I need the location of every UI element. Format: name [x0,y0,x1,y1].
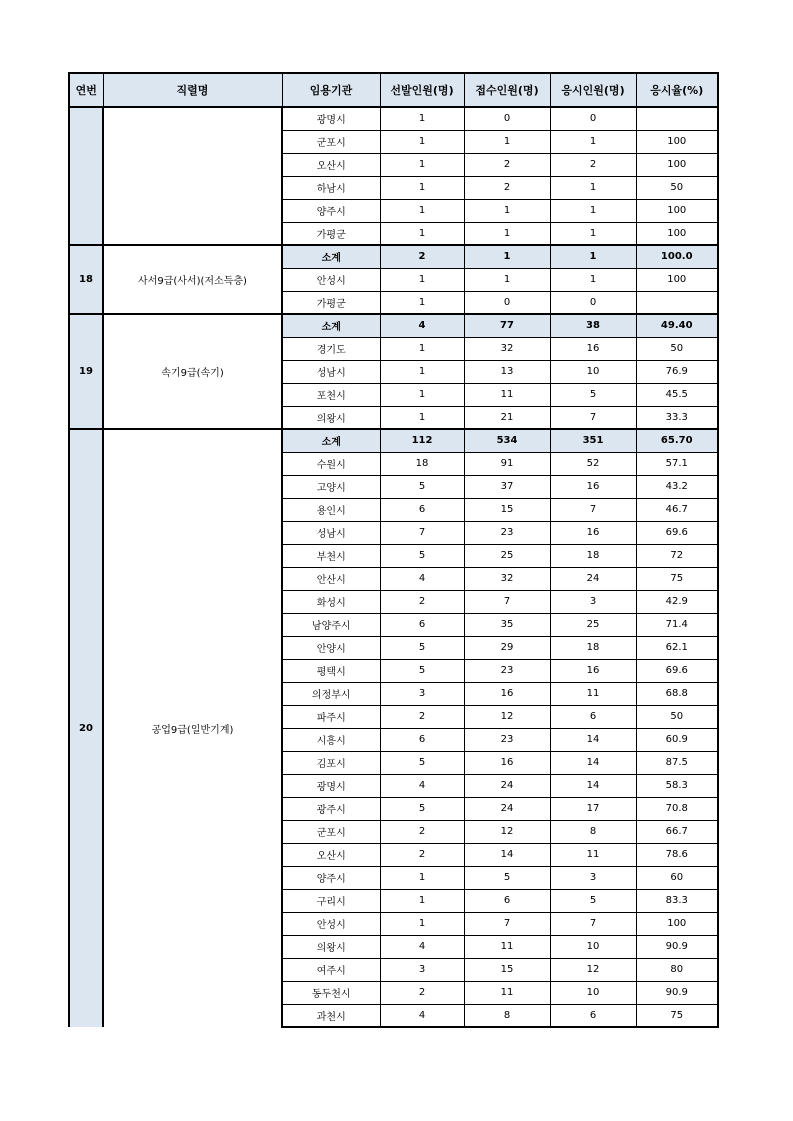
selected-count-cell: 2 [380,705,464,728]
selected-count-cell: 2 [380,820,464,843]
examinee-count-cell: 7 [550,912,636,935]
selected-count-cell: 1 [380,268,464,291]
examinee-count-cell: 52 [550,452,636,475]
examinee-count-cell: 24 [550,567,636,590]
selected-count-cell: 1 [380,199,464,222]
agency-cell: 양주시 [282,199,380,222]
selected-count-cell: 2 [380,981,464,1004]
selected-count-cell: 2 [380,590,464,613]
examinee-count-cell: 3 [550,590,636,613]
agency-cell: 김포시 [282,751,380,774]
exam-rate-cell: 78.6 [636,843,718,866]
job-title-cell: 공업9급(일반기계) [103,429,282,1027]
exam-rate-cell: 60.9 [636,728,718,751]
exam-rate-cell: 100 [636,153,718,176]
applicant-count-cell: 1 [464,130,550,153]
examinee-count-cell: 25 [550,613,636,636]
agency-cell: 군포시 [282,130,380,153]
selected-count-cell: 4 [380,567,464,590]
exam-rate-cell [636,107,718,130]
selected-count-cell: 7 [380,521,464,544]
agency-cell: 경기도 [282,337,380,360]
agency-cell: 화성시 [282,590,380,613]
agency-cell: 광명시 [282,107,380,130]
examinee-count-cell: 6 [550,1004,636,1027]
examinee-count-cell: 16 [550,337,636,360]
examinee-count-cell: 0 [550,291,636,314]
applicant-count-cell: 534 [464,429,550,452]
selected-count-cell: 5 [380,751,464,774]
exam-rate-cell: 50 [636,176,718,199]
applicant-count-cell: 11 [464,981,550,1004]
examinee-count-cell: 6 [550,705,636,728]
subtotal-row [69,314,718,337]
applicant-count-cell: 16 [464,682,550,705]
selected-count-cell: 6 [380,613,464,636]
exam-rate-cell: 49.40 [636,314,718,337]
applicant-count-cell: 2 [464,153,550,176]
applicant-count-cell: 8 [464,1004,550,1027]
applicant-count-cell: 0 [464,291,550,314]
agency-cell: 부천시 [282,544,380,567]
agency-cell: 하남시 [282,176,380,199]
exam-rate-cell: 70.8 [636,797,718,820]
exam-rate-cell: 46.7 [636,498,718,521]
applicant-count-cell: 1 [464,222,550,245]
header-row [69,73,718,107]
examinee-count-cell: 14 [550,728,636,751]
examinee-count-cell: 7 [550,498,636,521]
examinee-count-cell: 5 [550,889,636,912]
examinee-count-cell: 10 [550,360,636,383]
header-exam-rate: 응시율(%) [636,73,718,107]
examinee-count-cell: 1 [550,222,636,245]
selected-count-cell: 2 [380,245,464,268]
agency-cell: 오산시 [282,153,380,176]
exam-rate-cell: 90.9 [636,981,718,1004]
serial-no-cell: 20 [69,429,103,1027]
agency-cell: 용인시 [282,498,380,521]
examinee-count-cell: 17 [550,797,636,820]
exam-rate-cell: 57.1 [636,452,718,475]
selected-count-cell: 5 [380,636,464,659]
selected-count-cell: 4 [380,1004,464,1027]
agency-cell: 가평군 [282,291,380,314]
applicant-count-cell: 37 [464,475,550,498]
subtotal-row [69,245,718,268]
agency-cell: 소계 [282,314,380,337]
selected-count-cell: 112 [380,429,464,452]
examinee-count-cell: 5 [550,383,636,406]
examinee-count-cell: 14 [550,751,636,774]
examinee-count-cell: 10 [550,935,636,958]
selected-count-cell: 6 [380,498,464,521]
applicant-count-cell: 15 [464,498,550,521]
selected-count-cell: 18 [380,452,464,475]
applicant-count-cell: 14 [464,843,550,866]
selected-count-cell: 1 [380,912,464,935]
exam-rate-cell: 69.6 [636,521,718,544]
applicant-count-cell: 35 [464,613,550,636]
agency-cell: 포천시 [282,383,380,406]
applicant-count-cell: 6 [464,889,550,912]
applicant-count-cell: 5 [464,866,550,889]
selected-count-cell: 1 [380,222,464,245]
agency-cell: 과천시 [282,1004,380,1027]
applicant-count-cell: 23 [464,659,550,682]
agency-cell: 구리시 [282,889,380,912]
exam-rate-cell [636,291,718,314]
selected-count-cell: 3 [380,682,464,705]
examinee-count-cell: 18 [550,636,636,659]
selected-count-cell: 1 [380,337,464,360]
examinee-count-cell: 10 [550,981,636,1004]
applicant-count-cell: 1 [464,245,550,268]
examinee-count-cell: 14 [550,774,636,797]
selected-count-cell: 5 [380,797,464,820]
exam-rate-cell: 80 [636,958,718,981]
applicant-count-cell: 1 [464,199,550,222]
subtotal-row [69,429,718,452]
selected-count-cell: 5 [380,659,464,682]
applicant-count-cell: 15 [464,958,550,981]
applicant-count-cell: 24 [464,797,550,820]
agency-cell: 남양주시 [282,613,380,636]
examinee-count-cell: 16 [550,659,636,682]
exam-rate-cell: 69.6 [636,659,718,682]
exam-rate-cell: 90.9 [636,935,718,958]
examinee-count-cell: 3 [550,866,636,889]
agency-cell: 시흥시 [282,728,380,751]
examinee-count-cell: 8 [550,820,636,843]
applicant-count-cell: 12 [464,705,550,728]
job-title-cell [103,107,282,245]
selected-count-cell: 1 [380,866,464,889]
header-selected-count: 선발인원(명) [380,73,464,107]
exam-rate-cell: 100 [636,912,718,935]
applicant-count-cell: 13 [464,360,550,383]
exam-rate-cell: 58.3 [636,774,718,797]
agency-cell: 의왕시 [282,406,380,429]
exam-rate-cell: 50 [636,705,718,728]
exam-rate-cell: 50 [636,337,718,360]
job-title-cell: 속기9급(속기) [103,314,282,429]
exam-rate-cell: 71.4 [636,613,718,636]
applicant-count-cell: 7 [464,912,550,935]
applicant-count-cell: 0 [464,107,550,130]
applicant-count-cell: 16 [464,751,550,774]
applicant-count-cell: 29 [464,636,550,659]
exam-rate-cell: 65.70 [636,429,718,452]
selected-count-cell: 1 [380,383,464,406]
header-agency: 임용기관 [282,73,380,107]
applicant-count-cell: 23 [464,728,550,751]
exam-rate-cell: 100 [636,222,718,245]
exam-rate-cell: 33.3 [636,406,718,429]
exam-rate-cell: 66.7 [636,820,718,843]
exam-rate-cell: 43.2 [636,475,718,498]
examinee-count-cell: 12 [550,958,636,981]
selected-count-cell: 5 [380,475,464,498]
selected-count-cell: 6 [380,728,464,751]
applicant-count-cell: 77 [464,314,550,337]
agency-cell: 안양시 [282,636,380,659]
examinee-count-cell: 1 [550,245,636,268]
agency-cell: 안산시 [282,567,380,590]
agency-cell: 파주시 [282,705,380,728]
job-title-cell: 사서9급(사서)(저소득층) [103,245,282,314]
examinee-count-cell: 1 [550,130,636,153]
agency-cell: 성남시 [282,360,380,383]
selected-count-cell: 1 [380,176,464,199]
applicant-count-cell: 2 [464,176,550,199]
examinee-count-cell: 38 [550,314,636,337]
applicant-count-cell: 23 [464,521,550,544]
agency-cell: 동두천시 [282,981,380,1004]
header-examinee-count: 응시인원(명) [550,73,636,107]
selected-count-cell: 2 [380,843,464,866]
agency-cell: 평택시 [282,659,380,682]
examinee-count-cell: 7 [550,406,636,429]
table-row [69,107,718,130]
exam-rate-cell: 42.9 [636,590,718,613]
exam-rate-cell: 100.0 [636,245,718,268]
selected-count-cell: 1 [380,360,464,383]
selected-count-cell: 3 [380,958,464,981]
exam-rate-cell: 62.1 [636,636,718,659]
agency-cell: 광명시 [282,774,380,797]
agency-cell: 가평군 [282,222,380,245]
exam-rate-cell: 87.5 [636,751,718,774]
applicant-count-cell: 11 [464,383,550,406]
agency-cell: 성남시 [282,521,380,544]
agency-cell: 수원시 [282,452,380,475]
agency-cell: 오산시 [282,843,380,866]
agency-cell: 의왕시 [282,935,380,958]
agency-cell: 소계 [282,429,380,452]
applicant-count-cell: 25 [464,544,550,567]
header-serial-no: 연번 [69,73,103,107]
applicant-count-cell: 7 [464,590,550,613]
table-body [69,107,718,1027]
header-applicant-count: 접수인원(명) [464,73,550,107]
selected-count-cell: 1 [380,153,464,176]
exam-rate-cell: 75 [636,567,718,590]
agency-cell: 소계 [282,245,380,268]
header-job-title: 직렬명 [103,73,282,107]
examinee-count-cell: 11 [550,682,636,705]
agency-cell: 의정부시 [282,682,380,705]
selected-count-cell: 1 [380,291,464,314]
examinee-count-cell: 18 [550,544,636,567]
examinee-count-cell: 16 [550,521,636,544]
examinee-count-cell: 351 [550,429,636,452]
selected-count-cell: 1 [380,406,464,429]
applicant-count-cell: 11 [464,935,550,958]
exam-rate-cell: 60 [636,866,718,889]
applicant-count-cell: 32 [464,567,550,590]
selected-count-cell: 5 [380,544,464,567]
applicant-count-cell: 1 [464,268,550,291]
selected-count-cell: 4 [380,935,464,958]
applicant-count-cell: 91 [464,452,550,475]
agency-cell: 안성시 [282,912,380,935]
agency-cell: 고양시 [282,475,380,498]
agency-cell: 군포시 [282,820,380,843]
exam-rate-cell: 100 [636,199,718,222]
examinee-count-cell: 2 [550,153,636,176]
exam-rate-cell: 83.3 [636,889,718,912]
examinee-count-cell: 1 [550,268,636,291]
exam-rate-cell: 100 [636,268,718,291]
selected-count-cell: 4 [380,774,464,797]
serial-no-cell: 18 [69,245,103,314]
exam-rate-cell: 68.8 [636,682,718,705]
selected-count-cell: 4 [380,314,464,337]
exam-rate-cell: 75 [636,1004,718,1027]
selected-count-cell: 1 [380,889,464,912]
applicant-count-cell: 32 [464,337,550,360]
exam-rate-cell: 72 [636,544,718,567]
agency-cell: 광주시 [282,797,380,820]
examinee-count-cell: 1 [550,199,636,222]
examinee-count-cell: 16 [550,475,636,498]
exam-rate-cell: 76.9 [636,360,718,383]
agency-cell: 양주시 [282,866,380,889]
selected-count-cell: 1 [380,130,464,153]
examinee-count-cell: 1 [550,176,636,199]
recruitment-table [68,72,719,1028]
serial-no-cell [69,107,103,245]
exam-rate-cell: 100 [636,130,718,153]
selected-count-cell: 1 [380,107,464,130]
examinee-count-cell: 11 [550,843,636,866]
exam-rate-cell: 45.5 [636,383,718,406]
applicant-count-cell: 12 [464,820,550,843]
agency-cell: 안성시 [282,268,380,291]
serial-no-cell: 19 [69,314,103,429]
applicant-count-cell: 21 [464,406,550,429]
examinee-count-cell: 0 [550,107,636,130]
applicant-count-cell: 24 [464,774,550,797]
agency-cell: 여주시 [282,958,380,981]
